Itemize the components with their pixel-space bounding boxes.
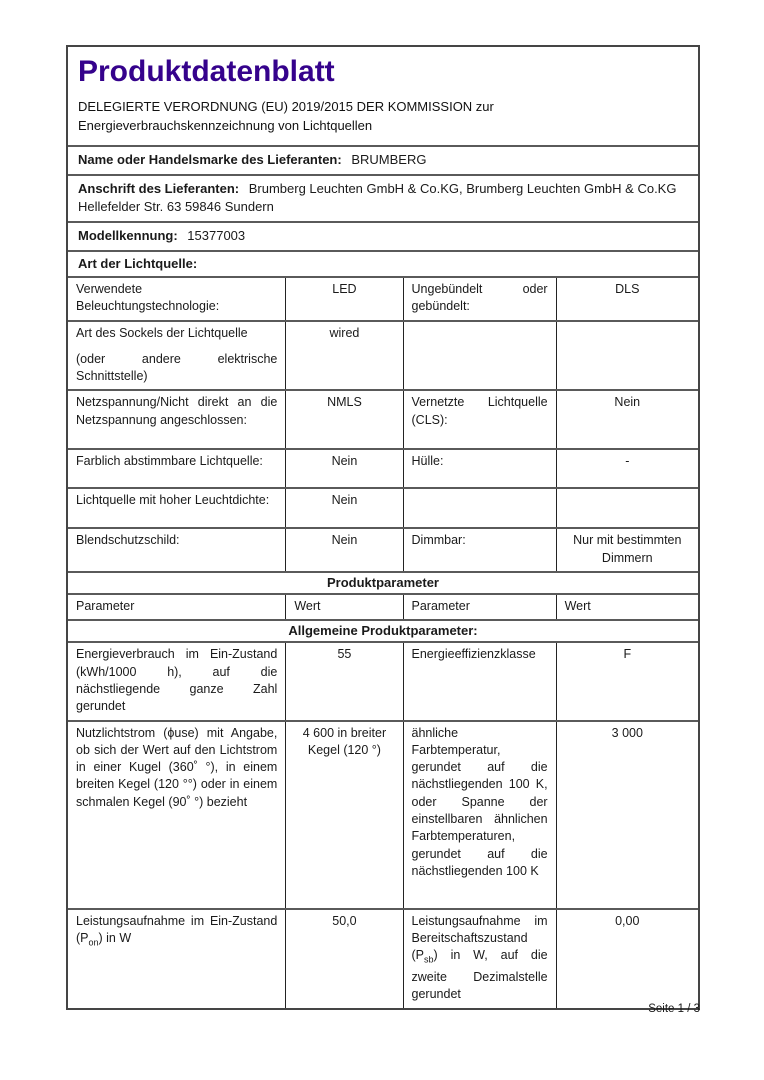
general-parameters-title: Allgemeine Produktparameter: <box>68 619 698 641</box>
value-cell <box>556 489 698 527</box>
value-cell: 4 600 in breiter Kegel (120 °) <box>285 722 402 908</box>
product-datasheet <box>66 45 700 1010</box>
value-cell: - <box>556 450 698 487</box>
value-cell: wired <box>285 322 402 390</box>
value-cell: F <box>556 643 698 719</box>
value-cell: 50,0 <box>285 910 402 1008</box>
product-parameters-title: Produktparameter <box>68 571 698 593</box>
parameter-line: (oder andere elektrische Schnittstelle) <box>76 351 278 384</box>
table-row <box>68 527 698 571</box>
parameter-cell: Nutzlichtstrom (ϕuse) mit Angabe, ob sich der Wert auf den Lichtstrom in einer Kugel (360˚ °), in einem breiten Kegel (120 °°) oder in einem schmalen Kegel (90˚ °) bezieht <box>76 725 278 809</box>
table-row <box>68 641 698 719</box>
supplier-name-value: BRUMBERG <box>351 152 427 167</box>
light-source-section-title: Art der Lichtquelle: <box>68 250 698 276</box>
parameter-cell <box>68 322 285 390</box>
parameter-cell: Verwendete Beleuchtungstechnologie: <box>76 282 220 314</box>
parameter-line: Art des Sockels der Lichtquelle <box>76 325 248 340</box>
parameter-cell: Energieverbrauch im Ein-Zustand (kWh/1000 h), auf die nächstliegende ganze Zahl gerundet <box>76 647 278 714</box>
value-cell: Nein <box>285 529 402 571</box>
parameter-subscript: sb <box>424 954 434 965</box>
table-row <box>68 389 698 448</box>
model-id-value: 15377003 <box>187 228 246 243</box>
parameter-cell: Blendschutzschild: <box>76 533 180 548</box>
page-number: Seite 1 / 3 <box>648 1003 700 1015</box>
parameter-cell <box>68 910 285 1008</box>
value-cell: Nein <box>285 450 402 487</box>
parameter-text: Leistungsaufnahme im Bereitschaftszustand (P <box>411 913 548 963</box>
model-id-label: Modellkennung: <box>78 228 178 243</box>
column-header: Wert <box>285 595 402 619</box>
parameter-cell <box>403 910 556 1008</box>
regulation-subtitle: DELEGIERTE VERORDNUNG (EU) 2019/2015 DER KOMMISSION zur Energieverbrauchskennzeichnung von Lichtquellen <box>78 99 494 133</box>
value-cell: 3 000 <box>556 722 698 908</box>
column-header-row <box>68 593 698 619</box>
page-title: Produktdatenblatt <box>78 55 335 88</box>
value-cell: DLS <box>556 278 698 320</box>
supplier-address-label: Anschrift des Lieferanten: <box>78 181 240 196</box>
table-row <box>68 276 698 320</box>
table-row <box>68 320 698 390</box>
value-cell: NMLS <box>285 391 402 448</box>
parameter-text: ) in W <box>98 930 132 945</box>
parameter-cell: Lichtquelle mit hoher Leuchtdichte: <box>76 493 270 508</box>
parameter-cell: Energieeffizienzklasse <box>403 643 556 719</box>
column-header: Parameter <box>403 595 556 619</box>
supplier-name-row <box>68 145 698 174</box>
parameter-cell <box>403 322 556 390</box>
value-cell: Nein <box>285 489 402 527</box>
value-cell: 55 <box>285 643 402 719</box>
parameter-cell: Dimmbar: <box>403 529 556 571</box>
supplier-name-label: Name oder Handelsmarke des Lieferanten: <box>78 152 342 167</box>
parameter-cell: Ungebündelt oder gebündelt: <box>403 278 556 320</box>
value-cell: Nur mit bestimmten Dimmern <box>556 529 698 571</box>
value-cell: 0,00 <box>556 910 698 1008</box>
table-row <box>68 908 698 1008</box>
column-header: Wert <box>556 595 698 619</box>
parameter-cell: Vernetzte Lichtquelle (CLS): <box>403 391 556 448</box>
value-cell <box>556 322 698 390</box>
supplier-address-value: Brumberg Leuchten GmbH & Co.KG, Brumberg Leuchten GmbH & Co.KG Hellefelder Str. 63 59846 Sundern <box>78 181 677 214</box>
model-id-row <box>68 221 698 250</box>
datasheet-header <box>68 47 698 145</box>
parameter-text: Leistungsaufnahme im Ein-Zustand (P <box>76 913 278 945</box>
supplier-address-row <box>68 174 698 221</box>
parameter-cell: Netzspannung/Nicht direkt an die Netzspannung angeschlossen: <box>76 395 278 427</box>
value-cell: Nein <box>556 391 698 448</box>
column-header: Parameter <box>76 599 135 614</box>
parameter-cell: ähnliche Farbtemperatur, gerundet auf die nächstliegenden 100 K, oder Spanne der einstellbaren ähnlichen Farbtemperaturen, gerundet auf die nächstliegenden 100 K <box>403 722 556 908</box>
parameter-cell: Farblich abstimmbare Lichtquelle: <box>76 454 263 469</box>
table-row <box>68 487 698 527</box>
value-cell: LED <box>285 278 402 320</box>
parameter-cell <box>403 489 556 527</box>
parameter-subscript: on <box>88 937 99 948</box>
table-row <box>68 448 698 487</box>
parameter-cell: Hülle: <box>403 450 556 487</box>
parameter-text: ) in W, auf die zweite Dezimalstelle gerundet <box>411 948 548 1002</box>
table-row <box>68 720 698 908</box>
